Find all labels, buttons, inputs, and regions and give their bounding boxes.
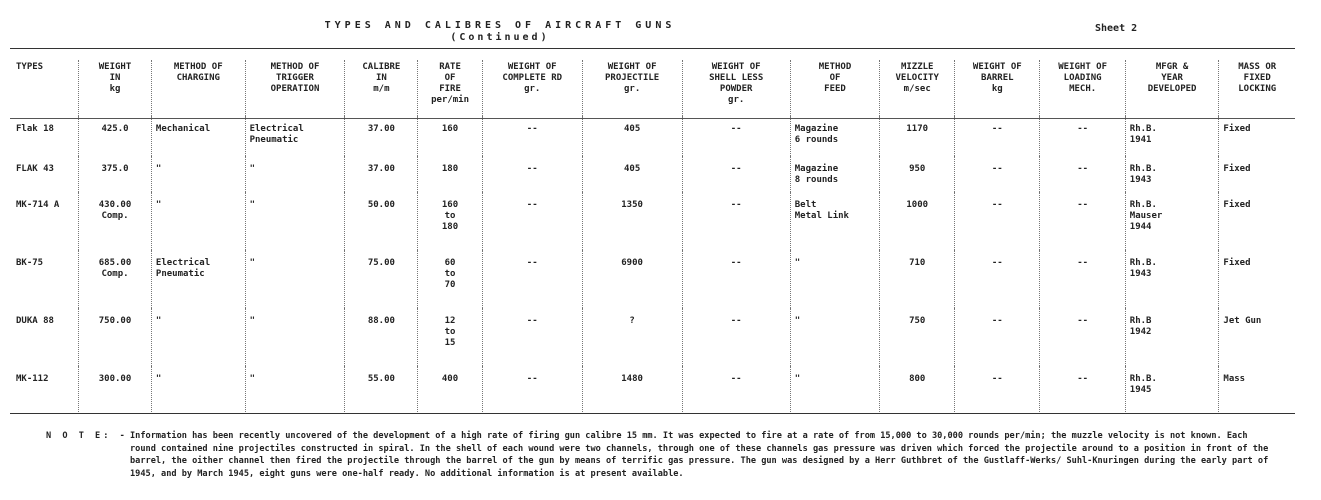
table-cell: -- bbox=[482, 308, 582, 366]
table-cell: 750 bbox=[880, 308, 955, 366]
table-cell: 12 to 15 bbox=[418, 308, 483, 366]
table-cell: ? bbox=[582, 308, 682, 366]
table-cell: -- bbox=[482, 156, 582, 192]
table-cell: 375.0 bbox=[79, 156, 152, 192]
table-cell: -- bbox=[1040, 192, 1125, 250]
table-cell: -- bbox=[482, 366, 582, 412]
table-cell: -- bbox=[482, 250, 582, 308]
gun-type-cell: FLAK 43 bbox=[16, 164, 54, 174]
gun-type-cell: MK-714 A bbox=[16, 200, 60, 210]
table-cell: Fixed bbox=[1219, 250, 1295, 308]
table-cell: " bbox=[151, 366, 245, 412]
table-cell: -- bbox=[682, 308, 790, 366]
table-cell: Magazine 8 rounds bbox=[790, 156, 879, 192]
column-header: METHOD OF CHARGING bbox=[151, 60, 245, 116]
table-cell: Rh.B. Mauser 1944 bbox=[1125, 192, 1219, 250]
table-cell: 425.0 bbox=[79, 116, 152, 156]
table-cell: -- bbox=[955, 366, 1040, 412]
table-cell: Mechanical bbox=[151, 116, 245, 156]
table-cell: 180 bbox=[418, 156, 483, 192]
table-cell: -- bbox=[682, 366, 790, 412]
column-header: METHOD OF FEED bbox=[790, 60, 879, 116]
table-cell: -- bbox=[682, 250, 790, 308]
table-cell: -- bbox=[482, 192, 582, 250]
table-row bbox=[12, 308, 1295, 366]
table-cell: 800 bbox=[880, 366, 955, 412]
table-cell: 160 bbox=[418, 116, 483, 156]
table-cell: " bbox=[790, 366, 879, 412]
table-cell: -- bbox=[955, 116, 1040, 156]
table-cell: Electrical Pneumatic bbox=[245, 116, 345, 156]
table-cell: Rh.B. 1941 bbox=[1125, 116, 1219, 156]
table-cell: -- bbox=[1040, 156, 1125, 192]
table-cell: -- bbox=[682, 192, 790, 250]
table-row bbox=[12, 116, 1295, 156]
table-cell: " bbox=[245, 308, 345, 366]
table-cell: 300.00 bbox=[79, 366, 152, 412]
table-cell: 430.00 Comp. bbox=[79, 192, 152, 250]
table-cell: Fixed bbox=[1219, 116, 1295, 156]
column-header: METHOD OF TRIGGER OPERATION bbox=[245, 60, 345, 116]
table-cell: Mass bbox=[1219, 366, 1295, 412]
table-cell: 37.00 bbox=[345, 116, 418, 156]
table-cell: -- bbox=[955, 308, 1040, 366]
table-cell: " bbox=[245, 192, 345, 250]
table-cell: Jet Gun bbox=[1219, 308, 1295, 366]
gun-type-cell: MK-112 bbox=[16, 374, 49, 384]
column-header: WEIGHT OF COMPLETE RD gr. bbox=[482, 60, 582, 116]
table-cell: " bbox=[245, 156, 345, 192]
aircraft-guns-table bbox=[12, 60, 1295, 412]
table-cell: 160 to 180 bbox=[418, 192, 483, 250]
table-cell: Rh.B. 1943 bbox=[1125, 156, 1219, 192]
table-cell: " bbox=[151, 156, 245, 192]
table-cell: 950 bbox=[880, 156, 955, 192]
table-cell: 405 bbox=[582, 116, 682, 156]
column-header: WEIGHT OF PROJECTILE gr. bbox=[582, 60, 682, 116]
table-row bbox=[12, 156, 1295, 192]
table-cell: 400 bbox=[418, 366, 483, 412]
table-cell: 37.00 bbox=[345, 156, 418, 192]
table-cell: Fixed bbox=[1219, 156, 1295, 192]
gun-type-cell: DUKA 88 bbox=[16, 316, 54, 326]
table-cell: Magazine 6 rounds bbox=[790, 116, 879, 156]
table-cell: " bbox=[790, 250, 879, 308]
table-cell: -- bbox=[955, 156, 1040, 192]
table-cell: 60 to 70 bbox=[418, 250, 483, 308]
table-body bbox=[12, 116, 1295, 412]
table-cell: 88.00 bbox=[345, 308, 418, 366]
table-cell: 1350 bbox=[582, 192, 682, 250]
sheet-number: Sheet 2 bbox=[1095, 23, 1138, 34]
column-header: WEIGHT OF LOADING MECH. bbox=[1040, 60, 1125, 116]
table-row bbox=[12, 366, 1295, 412]
table-cell: 710 bbox=[880, 250, 955, 308]
gun-type-cell: Flak 18 bbox=[16, 124, 54, 134]
note-label: N O T E: - bbox=[46, 431, 128, 441]
table-cell: 55.00 bbox=[345, 366, 418, 412]
table-cell: 1170 bbox=[880, 116, 955, 156]
document-title: TYPES AND CALIBRES OF AIRCRAFT GUNS bbox=[324, 20, 676, 31]
table-row bbox=[12, 250, 1295, 308]
column-header: WEIGHT IN kg bbox=[79, 60, 152, 116]
table-cell: " bbox=[790, 308, 879, 366]
table-cell: " bbox=[151, 192, 245, 250]
column-header: MIZZLE VELOCITY m/sec bbox=[880, 60, 955, 116]
table-cell: 685.00 Comp. bbox=[79, 250, 152, 308]
column-header: MFGR & YEAR DEVELOPED bbox=[1125, 60, 1219, 116]
table-cell: -- bbox=[1040, 308, 1125, 366]
table-cell: 50.00 bbox=[345, 192, 418, 250]
table-cell: 1000 bbox=[880, 192, 955, 250]
column-header: MASS OR FIXED LOCKING bbox=[1219, 60, 1295, 116]
table-cell: -- bbox=[1040, 116, 1125, 156]
column-header: CALIBRE IN m/m bbox=[345, 60, 418, 116]
table-cell: 750.00 bbox=[79, 308, 152, 366]
table-cell: 1480 bbox=[582, 366, 682, 412]
table-cell: Electrical Pneumatic bbox=[151, 250, 245, 308]
column-header: TYPES bbox=[16, 62, 44, 72]
table-cell: -- bbox=[682, 116, 790, 156]
table-cell: -- bbox=[1040, 250, 1125, 308]
table-row bbox=[12, 192, 1295, 250]
table-cell: Rh.B. 1943 bbox=[1125, 250, 1219, 308]
gun-type-cell: BK-75 bbox=[16, 258, 44, 268]
column-header: RATE OF FIRE per/min bbox=[418, 60, 483, 116]
table-cell: 6900 bbox=[582, 250, 682, 308]
table-cell: 405 bbox=[582, 156, 682, 192]
table-cell: Belt Metal Link bbox=[790, 192, 879, 250]
table-cell: -- bbox=[955, 192, 1040, 250]
table-cell: -- bbox=[955, 250, 1040, 308]
table-cell: 75.00 bbox=[345, 250, 418, 308]
document-subtitle: (Continued) bbox=[450, 32, 550, 43]
table-cell: " bbox=[245, 250, 345, 308]
column-header: WEIGHT OF SHELL LESS POWDER gr. bbox=[682, 60, 790, 116]
table-cell: Fixed bbox=[1219, 192, 1295, 250]
table-header bbox=[12, 60, 1295, 116]
table-cell: -- bbox=[1040, 366, 1125, 412]
bottom-rule bbox=[10, 413, 1295, 414]
table-cell: -- bbox=[682, 156, 790, 192]
table-cell: " bbox=[151, 308, 245, 366]
table-cell: Rh.B 1942 bbox=[1125, 308, 1219, 366]
top-rule bbox=[10, 48, 1295, 49]
table-cell: " bbox=[245, 366, 345, 412]
column-header: WEIGHT OF BARREL kg bbox=[955, 60, 1040, 116]
table-cell: -- bbox=[482, 116, 582, 156]
note-text: Information has been recently uncovered of the development of a high rate of firing gun calibre 15 mm. It was expected to fire at a rate of from 15,000 to 30,000 rounds per/min; the muzzle velocity is not known. Each round contained nine projectiles constructed in spiral. In the shell of each wound were two channels, through one of these channels gas pressure was driven which forced the projectile around to a position in front of the barrel, the oither channel then fired the projectile through the barrel of the gun by means of terrific gas pressure. The gun was designed by a Herr Guthbret of the Gustlaff-Werks/ Suhl-Knuringen during the early part of 1945, and by March 1945, eight guns were one-half ready. No additional information is at present available. bbox=[130, 431, 1269, 479]
table-cell: Rh.B. 1945 bbox=[1125, 366, 1219, 412]
